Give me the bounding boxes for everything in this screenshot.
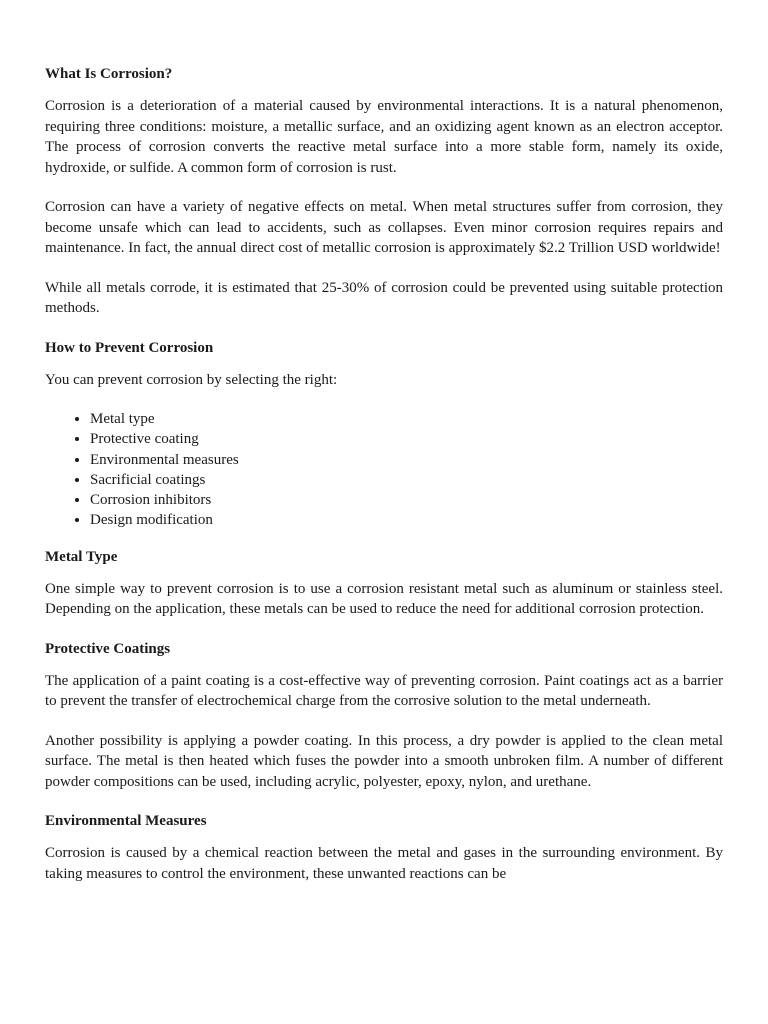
heading-what-is-corrosion: What Is Corrosion? [45,66,173,82]
paragraph-corrosion-prevention-estimate: While all metals corrode, it is estimated that 25-30% of corrosion could be prevented using suitable protection methods. [45,279,723,316]
section-environmental-measures [45,811,723,884]
list-item: • Environmental measures [90,450,723,470]
list-item: • Design modification [90,510,723,530]
paragraph-environmental-measures: Corrosion is caused by a chemical reaction between the metal and gases in the surrounding environment. By taking measures to control the environment, these unwanted reactions can be [45,845,723,882]
paragraph-prevent-intro: You can prevent corrosion by selecting the right: [45,371,338,388]
section-how-to-prevent [45,338,723,531]
heading-protective-coatings: Protective Coatings [45,640,171,657]
paragraph-paint-coating: The application of a paint coating is a cost-effective way of preventing corrosion. Paint coatings act as a barrier to prevent the transfer of electrochemical charge from the corrosive solution to the metal underneath. [45,672,723,710]
paragraph-powder-coating: Another possibility is applying a powder coating. In this process, a dry powder is applied to the clean metal surface. The metal is then heated which fuses the powder into a smooth unbroken film. A number of different powder compositions can be used, including acrylic, polyester, epoxy, nylon, and urethane. [45,732,723,790]
list-item: • Protective coating [90,429,723,449]
section-protective-coatings [45,639,723,793]
section-what-is-corrosion [45,64,723,319]
paragraph-corrosion-definition: Corrosion is a deterioration of a material caused by environmental interactions. It is a natural phenomenon, requiring three conditions: moisture, a metallic surface, and an oxidizing agent known as an electron acceptor. The process of corrosion converts the reactive metal surface into a more stable form, namely its oxide, hydroxide, or sulfide. A common form of corrosion is rust. [45,98,723,176]
heading-how-to-prevent: How to Prevent Corrosion [45,339,214,356]
list-item: • Metal type [90,409,723,429]
list-item: • Corrosion inhibitors [90,490,723,510]
paragraph-metal-type: One simple way to prevent corrosion is to use a corrosion resistant metal such as aluminum or stainless steel. Depending on the application, these metals can be used to reduce the need for additional corrosion protection. [45,580,723,618]
document-page [45,64,723,903]
heading-metal-type: Metal Type [45,548,118,565]
paragraph-corrosion-effects: Corrosion can have a variety of negative effects on metal. When metal structures suffer from corrosion, they become unsafe which can lead to accidents, such as collapses. Even minor corrosion requires repairs and maintenance. In fact, the annual direct cost of metallic corrosion is approximately $2.2 Trillion USD worldwide! [45,199,723,256]
prevention-methods-list [45,409,723,531]
section-metal-type [45,547,723,620]
list-item: • Sacrificial coatings [90,470,723,490]
heading-environmental-measures: Environmental Measures [45,813,207,830]
